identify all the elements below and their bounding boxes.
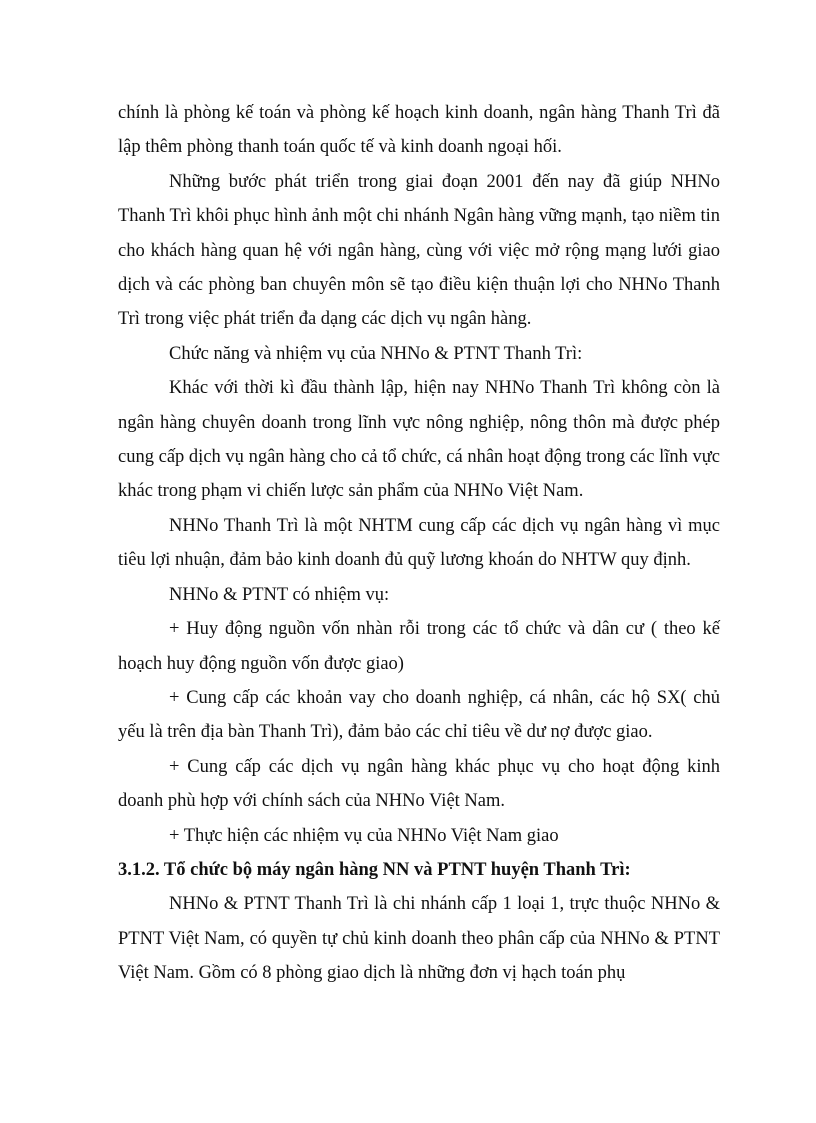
list-item-mobilize-capital: + Huy động nguồn vốn nhàn rỗi trong các tổ chức và dân cư ( theo kế hoạch huy động nguồn vốn được giao) — [118, 619, 720, 674]
paragraph-organization: NHNo & PTNT Thanh Trì là chi nhánh cấp 1 loại 1, trực thuộc NHNo & PTNT Việt Nam, có quyền tự chủ kinh doanh theo phân cấp của NHNo & PTNT Việt Nam. Gồm có 8 phòng giao dịch là những đơn vị hạch toán phụ — [118, 894, 720, 984]
paragraph-scope: Khác với thời kì đầu thành lập, hiện nay NHNo Thanh Trì không còn là ngân hàng chuyên doanh trong lĩnh vực nông nghiệp, nông thôn mà được phép cung cấp dịch vụ ngân hàng cho cả tổ chức, cá nhân hoạt động trong các lĩnh vực khác trong phạm vi chiến lược sản phẩm của NHNo Việt Nam. — [118, 378, 720, 502]
paragraph-functions-intro: Chức năng và nhiệm vụ của NHNo & PTNT Thanh Trì: — [169, 343, 583, 364]
paragraph-continuation: chính là phòng kế toán và phòng kế hoạch kinh doanh, ngân hàng Thanh Trì đã lập thêm phòng thanh toán quốc tế và kinh doanh ngoại hối. — [118, 103, 720, 158]
list-item-assigned-tasks: + Thực hiện các nhiệm vụ của NHNo Việt Nam giao — [169, 825, 559, 846]
section-heading: 3.1.2. Tổ chức bộ máy ngân hàng NN và PTNT huyện Thanh Trì: — [118, 859, 631, 880]
paragraph-commercial-bank: NHNo Thanh Trì là một NHTM cung cấp các dịch vụ ngân hàng vì mục tiêu lợi nhuận, đảm bảo kinh doanh đủ quỹ lương khoán do NHTW quy định. — [118, 515, 720, 571]
document-page — [118, 96, 720, 991]
paragraph-duties-intro: NHNo & PTNT có nhiệm vụ: — [169, 584, 390, 605]
list-item-provide-loans: + Cung cấp các khoản vay cho doanh nghiệp, cá nhân, các hộ SX( chủ yếu là trên địa bàn Thanh Trì), đảm bảo các chỉ tiêu về dư nợ được giao. — [118, 687, 720, 743]
list-item-other-services: + Cung cấp các dịch vụ ngân hàng khác phục vụ cho hoạt động kinh doanh phù hợp với chính sách của NHNo Việt Nam. — [118, 756, 720, 812]
paragraph-development: Những bước phát triển trong giai đoạn 2001 đến nay đã giúp NHNo Thanh Trì khôi phục hình ảnh một chi nhánh Ngân hàng vững mạnh, tạo niềm tin cho khách hàng quan hệ với ngân hàng, cùng với việc mở rộng mạng lưới giao dịch và các phòng ban chuyên môn sẽ tạo điều kiện thuận lợi cho NHNo Thanh Trì trong việc phát triển đa dạng các dịch vụ ngân hàng. — [118, 171, 720, 330]
